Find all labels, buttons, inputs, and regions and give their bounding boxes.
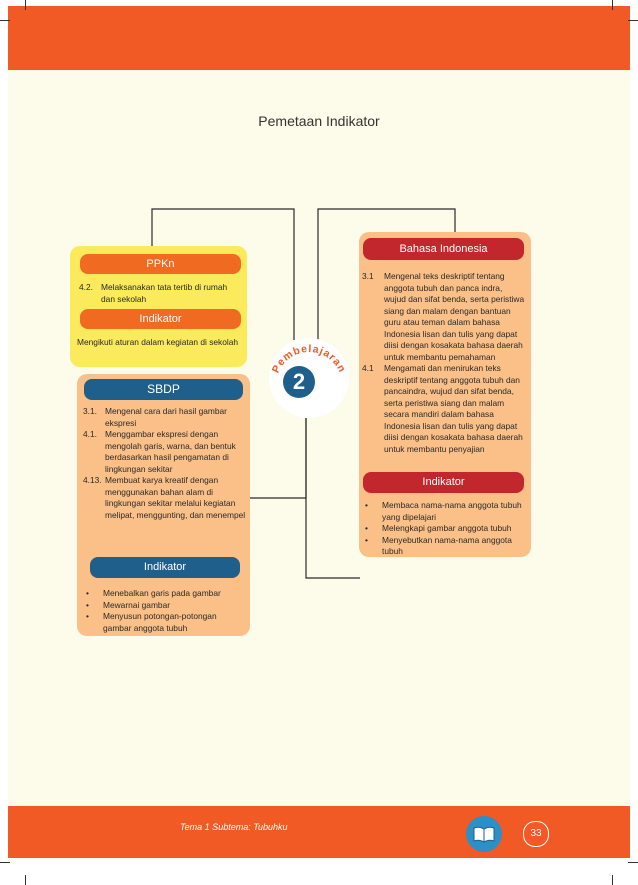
list-item: • Mewarnai gambar bbox=[83, 600, 246, 612]
sbdp-label: SBDP bbox=[84, 379, 243, 400]
bahasa-label: Bahasa Indonesia bbox=[363, 238, 524, 260]
list-item: • Membaca nama-nama anggota tubuh yang dipelajari bbox=[362, 500, 528, 523]
list-item: • Menebalkan garis pada gambar bbox=[83, 588, 246, 600]
svg-text:Pembelajaran: Pembelajaran bbox=[269, 342, 349, 375]
ppkn-indikator-label: Indikator bbox=[80, 309, 241, 329]
lesson-number: 2 bbox=[283, 366, 315, 398]
page-number: 33 bbox=[523, 821, 549, 847]
list-item: 3.1 Mengenal teks deskriptif tentang anggota tubuh dan panca indra, wujud dan sifat benda, serta peristiwa siang dan malam dengan bantuan guru atau teman dalam bahasa Indonesia lisan dan tulis yang dapat diisi dengan kosakata bahasa daerah untuk membantu pemahaman bbox=[362, 271, 525, 362]
footer-text: Tema 1 Subtema: Tubuhku bbox=[180, 822, 288, 832]
sbdp-indikator-label: Indikator bbox=[90, 557, 240, 578]
list-item: 4.1 Mengamati dan menirukan teks deskriptif tentang anggota tubuh dan pancaindra, wujud dan sifat benda, serta peristiwa siang dan malam secara mandiri dalam bahasa Indonesia lisan dan tulis yang dapat diisi dengan kosakata bahasa daerah untuk membantu penyajian bbox=[362, 363, 523, 454]
ppkn-competency-list bbox=[79, 282, 239, 305]
sbdp-indikator-list bbox=[83, 588, 246, 634]
page-title: Pemetaan Indikator bbox=[258, 113, 380, 129]
list-item: 4.1. Menggambar ekspresi dengan mengolah garis, warna, dan bentuk berdasarkan hasil pengamatan di lingkungan sekitar bbox=[83, 429, 236, 474]
list-item: • Menyebutkan nama-nama anggota tubuh bbox=[362, 535, 528, 558]
ppkn-label: PPKn bbox=[80, 254, 241, 274]
book-icon bbox=[466, 816, 502, 852]
bahasa-indikator-list bbox=[362, 500, 528, 558]
list-item: 4.13. Membuat karya kreatif dengan menggunakan bahan alam di lingkungan sekitar melalui kegiatan melipat, menggunting, dan menempel bbox=[83, 475, 246, 520]
bahasa-indikator-label: Indikator bbox=[363, 472, 524, 493]
list-item: 3.1. Mengenal cara dari hasil gambar ekspresi bbox=[83, 406, 227, 428]
ppkn-indikator-text: Mengikuti aturan dalam kegiatan di sekolah bbox=[77, 337, 239, 347]
bahasa-competency-list bbox=[362, 271, 525, 455]
list-item: • Melengkapi gambar anggota tubuh bbox=[362, 523, 528, 535]
sbdp-competency-list bbox=[83, 406, 246, 521]
list-item: 4.2. Melaksanakan tata tertib di rumah dan sekolah bbox=[79, 282, 228, 304]
list-item: • Menyusun potongan-potongan gambar anggota tubuh bbox=[83, 611, 246, 634]
